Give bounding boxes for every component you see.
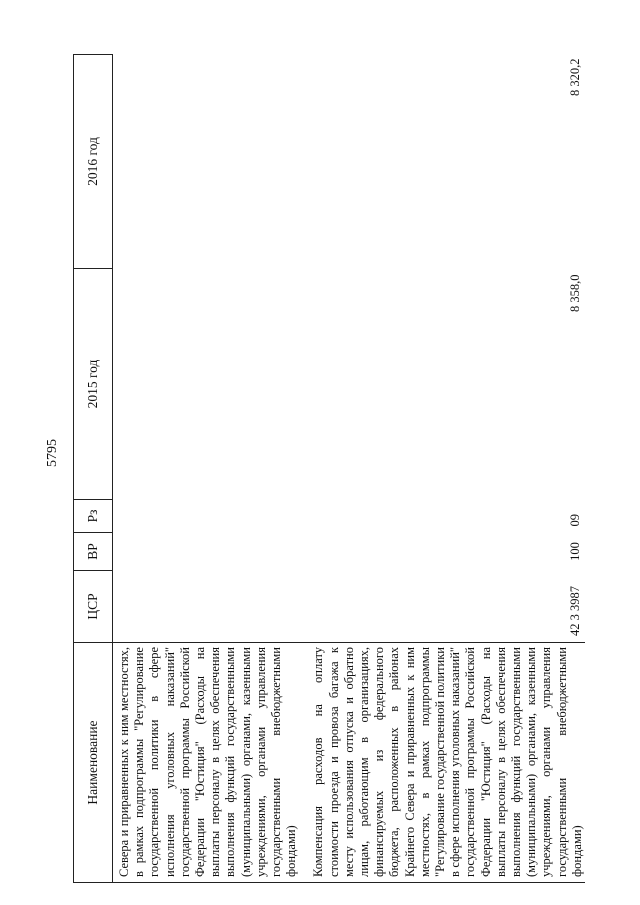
- row-vr: 100: [568, 542, 583, 561]
- header-2015: 2015 год: [74, 269, 113, 500]
- row-csr: [113, 571, 300, 643]
- header-2016: 2016 год: [74, 55, 113, 269]
- row-2015: 8 358,0: [568, 274, 583, 312]
- header-csr: ЦСР: [74, 571, 113, 643]
- page-number: 5795: [45, 439, 60, 467]
- row-name-text: Компенсация расходов на оплату стоимости проезда и провоза багажа к месту использования отпуска и обратно лицам, работающим в организациях, финансируемых из федерального бюджета, расположенных в районах Крайнего Севера и приравненных к ним местностях, в рамках подпрограммы "Регулирование государственной политики в сфере исполнения уголовных наказаний" государственной программы Российской Федерации "Юстиция" (Расходы на выплаты персоналу в целях обеспечения выполнения функций государственными (муниципальными) органами, казенными учреждениями, органами управления государственными внебюджетными фондами): [311, 647, 584, 877]
- rotated-table-container: [73, 55, 584, 883]
- row-name-cell: [299, 643, 585, 883]
- row-vr: [113, 533, 300, 571]
- table-row: [113, 55, 300, 883]
- row-rz: [113, 500, 300, 533]
- table-row: [299, 55, 585, 883]
- budget-table: [73, 54, 585, 883]
- row-2016: [113, 55, 300, 269]
- header-vr: ВР: [74, 533, 113, 571]
- header-name: Наименование: [74, 643, 113, 883]
- row-name-cell: [113, 643, 300, 883]
- row-name-text: Севера и приравненных к ним местностях, в рамках подпрограммы "Регулирование государственной политики в сфере исполнения уголовных наказаний" государственной программы Российской Федерации "Юстиция" (Расходы на выплаты персоналу в целях обеспечения выполнения функций государственными (муниципальными) органами, казенными учреждениями, органами управления государственными внебюджетными фондами): [117, 647, 299, 877]
- header-rz: Рз: [74, 500, 113, 533]
- row-2016: 8 320,2: [568, 58, 583, 96]
- table-header-row: [74, 55, 113, 883]
- row-2015: [113, 269, 300, 500]
- row-rz: 09: [568, 514, 583, 527]
- row-csr: 42 3 3987: [568, 586, 583, 636]
